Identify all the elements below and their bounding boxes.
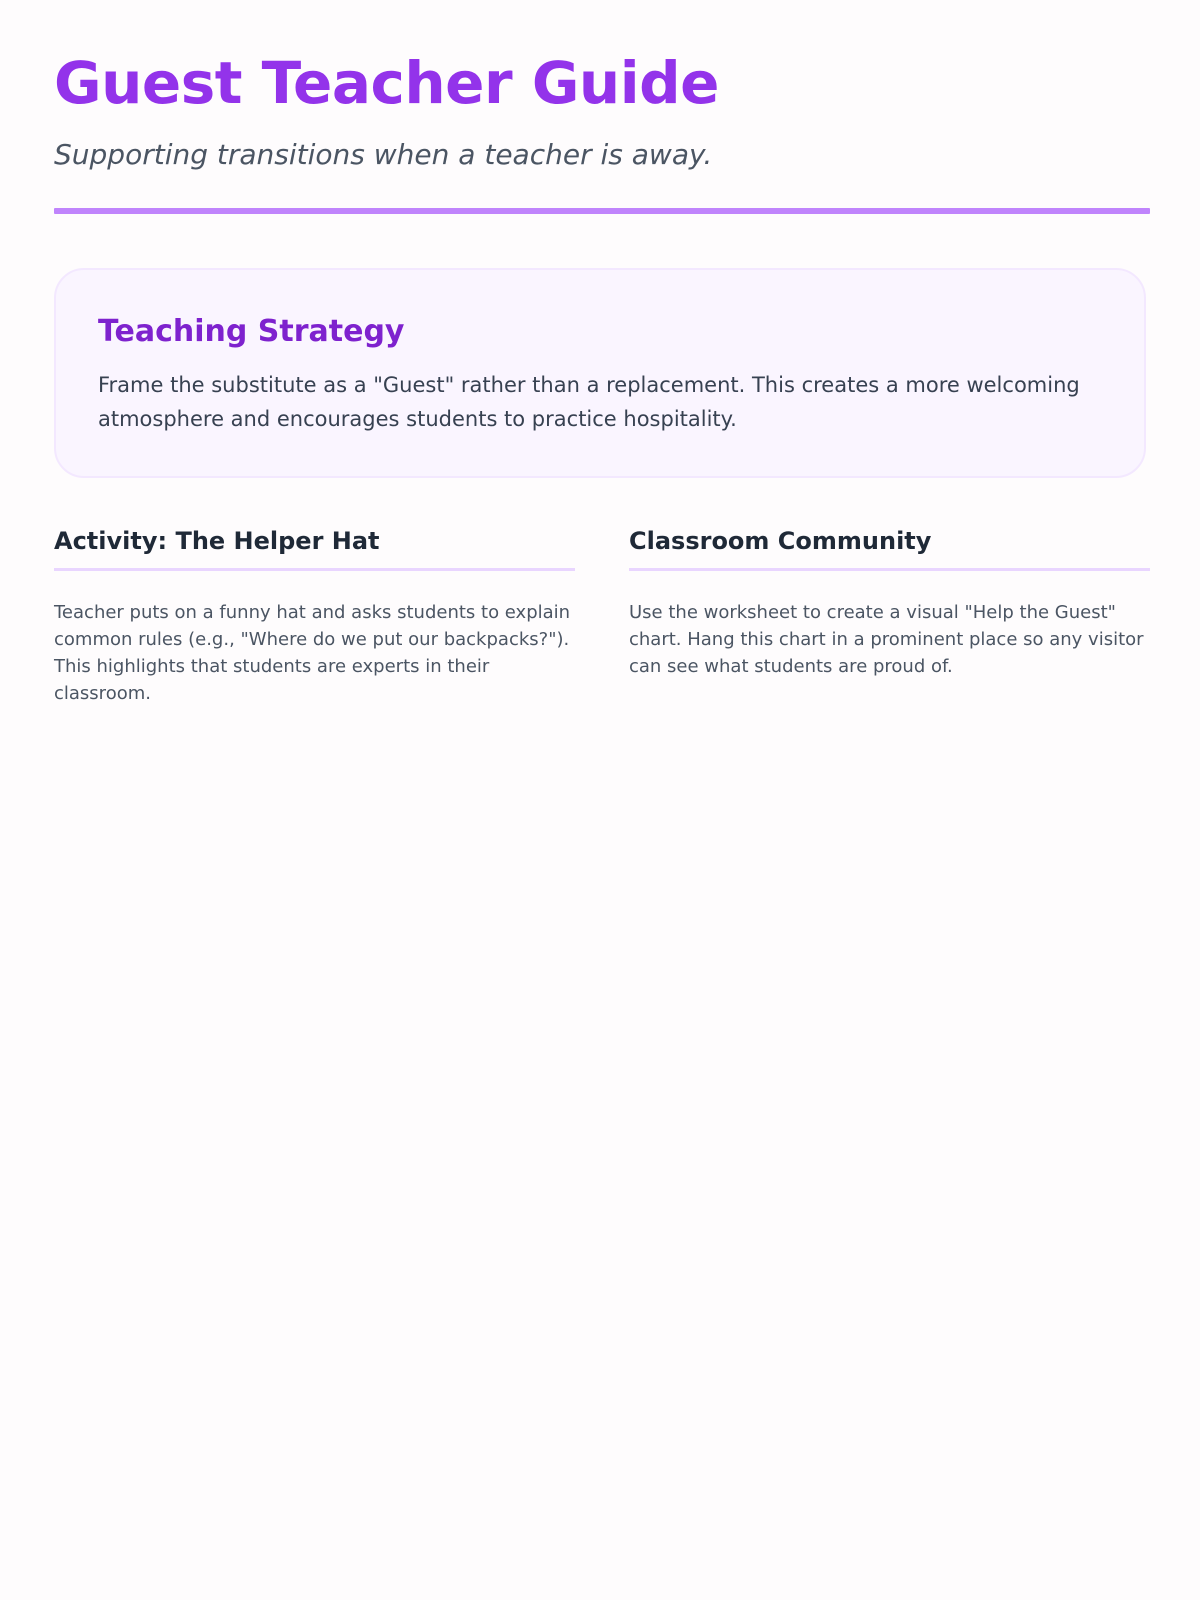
section-heading: Activity: The Helper Hat [54,526,575,571]
strategy-body: Frame the substitute as a "Guest" rather than a replacement. This creates a more welcoming atmosphere and encourages students to practice hospitality. [98,373,1080,431]
section-body: Use the worksheet to create a visual "Help the Guest" chart. Hang this chart in a prominent place so any visitor can see what students are proud of. [629,602,1144,677]
page-subtitle: Supporting transitions when a teacher is away. [54,138,713,171]
title-divider [54,208,1150,214]
section-helper-hat [54,526,575,707]
teaching-strategy-card [54,268,1146,478]
section-body: Teacher puts on a funny hat and asks students to explain common rules (e.g., "Where do we put our backpacks?"). This highlights that students are experts in their classroom. [54,602,571,704]
strategy-title: Teaching Strategy [98,314,405,349]
section-heading: Classroom Community [629,526,1150,571]
page-title: Guest Teacher Guide [54,49,719,117]
section-classroom-community [629,526,1150,680]
